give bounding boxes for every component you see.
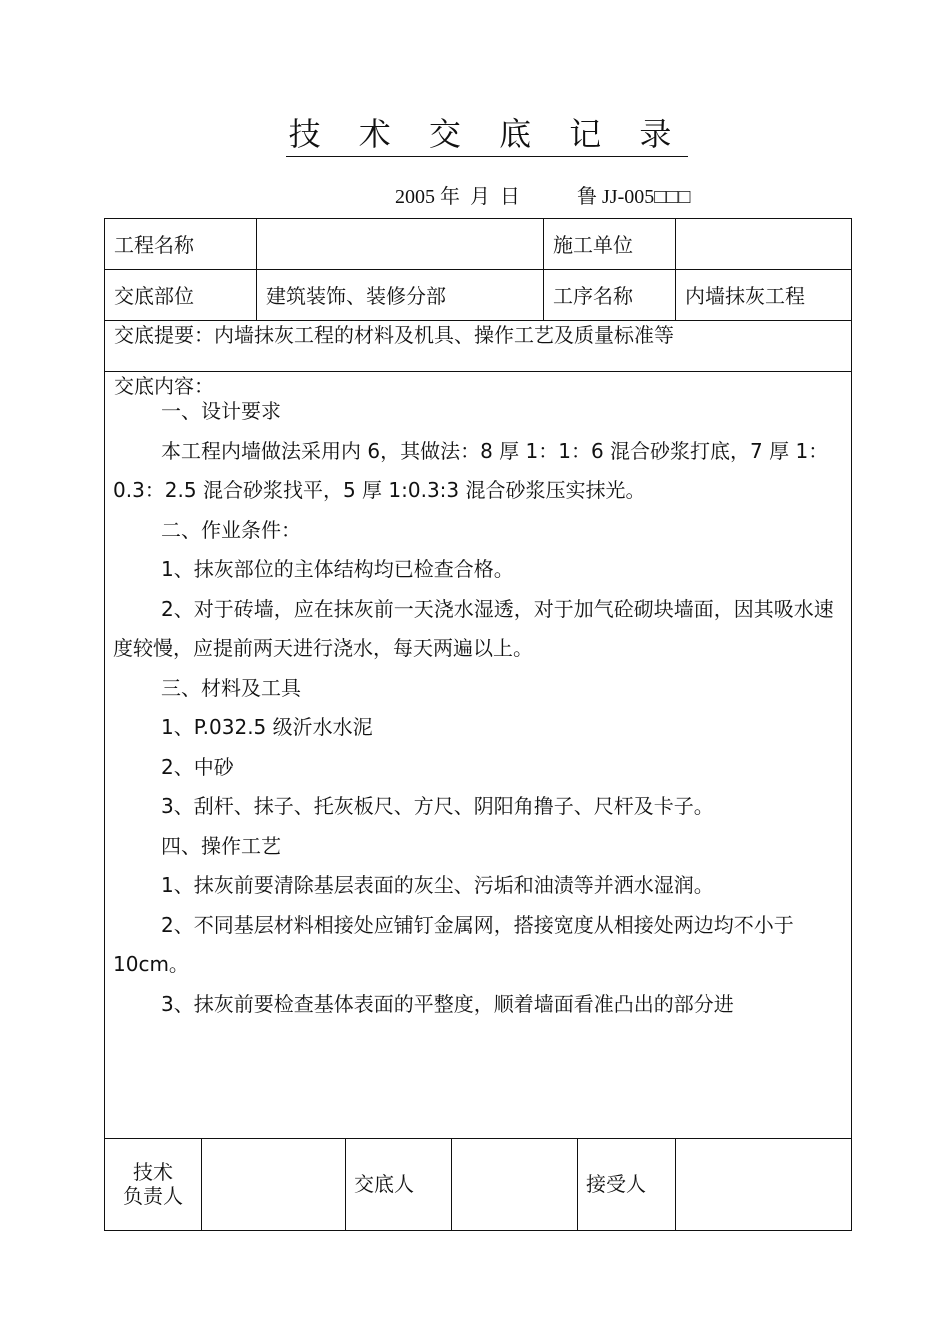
col-divider	[256, 218, 257, 320]
col-divider	[345, 1138, 346, 1231]
row-divider	[104, 320, 852, 321]
paragraph: 1、P.032.5 级沂水水泥	[161, 715, 373, 739]
form-code: 鲁 JJ-005□□□	[577, 186, 691, 208]
paragraph: 2、不同基层材料相接处应铺钉金属网，搭接宽度从相接处两边均不小于 10cm。	[113, 912, 794, 976]
paragraph: 3、刮杆、抹子、托灰板尺、方尺、阴阳角撸子、尺杆及卡子。	[161, 794, 714, 818]
paragraph: 一、设计要求	[161, 399, 281, 423]
project-name-value[interactable]	[266, 233, 536, 257]
col-divider	[675, 218, 676, 320]
discloser-value[interactable]	[460, 1172, 570, 1196]
col-divider	[577, 1138, 578, 1231]
row-divider	[104, 1138, 852, 1139]
paragraph: 二、作业条件：	[161, 517, 301, 542]
col-divider	[201, 1138, 202, 1231]
construction-unit-label: 施工单位	[553, 233, 633, 257]
receiver-label: 接受人	[586, 1172, 646, 1196]
record-date: 2005 年 月 日	[395, 186, 520, 208]
content-label: 交底内容：	[114, 374, 214, 398]
paragraph: 1、抹灰前要清除基层表面的灰尘、污垢和油渍等并洒水湿润。	[161, 873, 714, 897]
paragraph: 3、抹灰前要检查基体表面的平整度，顺着墙面看准凸出的部分进	[161, 991, 734, 1016]
location-value: 建筑装饰、装修分部	[266, 284, 446, 308]
paragraph: 2、对于砖墙，应在抹灰前一天浇水湿透，对于加气砼砌块墙面，因其吸水速度较慢，应提前两天进行浇水，每天两遍以上。	[113, 596, 834, 660]
construction-unit-value[interactable]	[685, 233, 843, 257]
discloser-label: 交底人	[354, 1172, 414, 1196]
tech-lead-label-line1: 技术	[133, 1160, 173, 1184]
tech-lead-label-line2: 负责人	[123, 1184, 183, 1208]
page-title: 技 术 交 底 记 录	[286, 112, 688, 157]
paragraph: 本工程内墙做法采用内 6，其做法：8 厚 1：1：6 混合砂浆打底，7 厚 1：0.3：2.5 混合砂浆找平，5 厚 1:0.3:3 混合砂浆压实抹光。	[113, 438, 829, 502]
paragraph: 2、中砂	[161, 754, 234, 779]
col-divider	[675, 1138, 676, 1231]
receiver-value[interactable]	[684, 1172, 844, 1196]
paragraph: 四、操作工艺	[161, 833, 281, 858]
paragraph: 三、材料及工具	[161, 675, 301, 700]
project-name-label: 工程名称	[114, 233, 194, 257]
paragraph: 1、抹灰部位的主体结构均已检查合格。	[161, 557, 514, 581]
content-body	[113, 392, 843, 1024]
row-divider	[104, 371, 852, 372]
location-label: 交底部位	[114, 284, 194, 308]
tech-lead-label	[110, 1160, 196, 1208]
tech-lead-value[interactable]	[210, 1172, 338, 1196]
row-divider	[104, 269, 852, 270]
process-value: 内墙抹灰工程	[685, 284, 805, 308]
col-divider	[451, 1138, 452, 1231]
summary-text: 交底提要：内墙抹灰工程的材料及机具、操作工艺及质量标准等	[114, 323, 674, 347]
col-divider	[543, 218, 544, 320]
process-label: 工序名称	[553, 284, 633, 308]
